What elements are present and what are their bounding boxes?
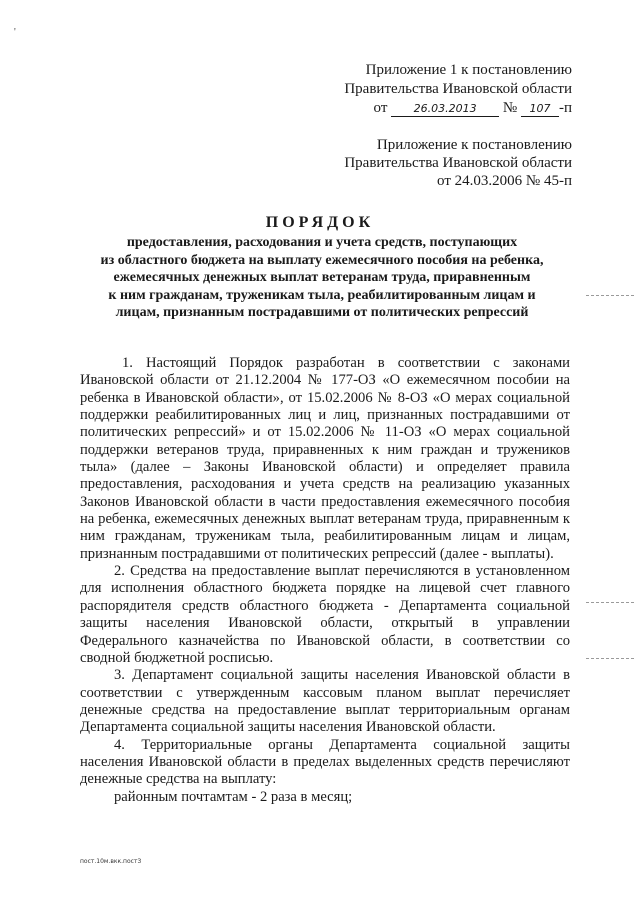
- subtitle-line: лицам, признанным пострадавшими от политических репрессий: [115, 305, 529, 320]
- document-subtitle: [62, 234, 582, 322]
- appendix-1-line1: Приложение 1 к постановлению: [365, 62, 572, 78]
- document-body: [80, 355, 570, 806]
- appendix-2-block: [272, 136, 572, 190]
- appendix-1-line2: Правительства Ивановской области: [344, 81, 572, 97]
- scan-artifact-line: [586, 658, 634, 659]
- paragraph-4: 4. Территориальные органы Департамента социальной защиты населения Ивановской области в пределах выделенных средств перечисляют денежные средства на выплату:: [80, 736, 570, 788]
- document-title: ПОРЯДОК: [265, 214, 375, 231]
- subtitle-line: из областного бюджета на выплату ежемесячного пособия на ребенка,: [100, 252, 544, 268]
- footer-file-code: пост.10м.вкк.пост3: [80, 858, 142, 865]
- subtitle-line: предоставления, расходования и учета средств, поступающих: [126, 235, 518, 250]
- appendix-2-line2: Правительства Ивановской области: [344, 155, 572, 171]
- appendix-2-line1: Приложение к постановлению: [376, 137, 572, 153]
- number-label: №: [502, 100, 518, 116]
- subtitle-line: ежемесячных денежных выплат ветеранам труда, приравненным: [113, 270, 531, 285]
- paragraph-2: 2. Средства на предоставление выплат перечисляются в установленном для исполнения областного бюджета порядке на лицевой счет главного распорядителя средств областного бюджета - Департамента социальной защиты населения Ивановской области, открытый в управлении Федерального казначейства по Ивановской области, в соответствии со сводной бюджетной росписью.: [80, 563, 570, 666]
- handwritten-date: 26.03.2013: [391, 102, 499, 117]
- subtitle-line: к ним гражданам, труженикам тыла, реабилитированным лицам и: [108, 287, 536, 303]
- paragraph-5: районным почтамтам - 2 раза в месяц;: [114, 788, 353, 805]
- corner-mark: ': [14, 27, 16, 38]
- number-suffix: -п: [558, 100, 572, 116]
- appendix-2-line3: от 24.03.2006 № 45-п: [437, 173, 572, 189]
- appendix-1-date-line: [272, 99, 572, 118]
- appendix-1-block: [272, 61, 572, 118]
- scan-artifact-line: [586, 602, 634, 603]
- paragraph-3: 3. Департамент социальной защиты населения Ивановской области в соответствии с утвержденным кассовым планом выплат перечисляет денежные средства на предоставление выплат территориальным органам Департамента социальной защиты населения Ивановской области.: [80, 667, 570, 736]
- paragraph-1: 1. Настоящий Порядок разработан в соответствии с законами Ивановской области от 21.12.2004 № 177-ОЗ «О ежемесячном пособии на ребенка в Ивановской области», от 15.02.2006 № 8-ОЗ «О мерах социальной поддержки реабилитированных лиц и лиц, признанных пострадавшими от политических репрессий» и от 15.02.2006 № 11-ОЗ «О мерах социальной поддержки ветеранов труда, приравненных к ним граждан и тружеников тыла» (далее – Законы Ивановской области) и определяет правила предоставления, расходования и учета средств на реализацию указанных Законов Ивановской области в части предоставления ежемесячного пособия на ребенка, ежемесячных денежных выплат ветеранам труда, приравненным к ним гражданам, труженикам тыла, реабилитированным лицам и лицам, признанным пострадавшими от политических репрессий (далее - выплаты).: [80, 355, 570, 562]
- from-label: от: [373, 100, 388, 116]
- handwritten-number: 107: [521, 102, 559, 117]
- scan-artifact-line: [586, 295, 634, 296]
